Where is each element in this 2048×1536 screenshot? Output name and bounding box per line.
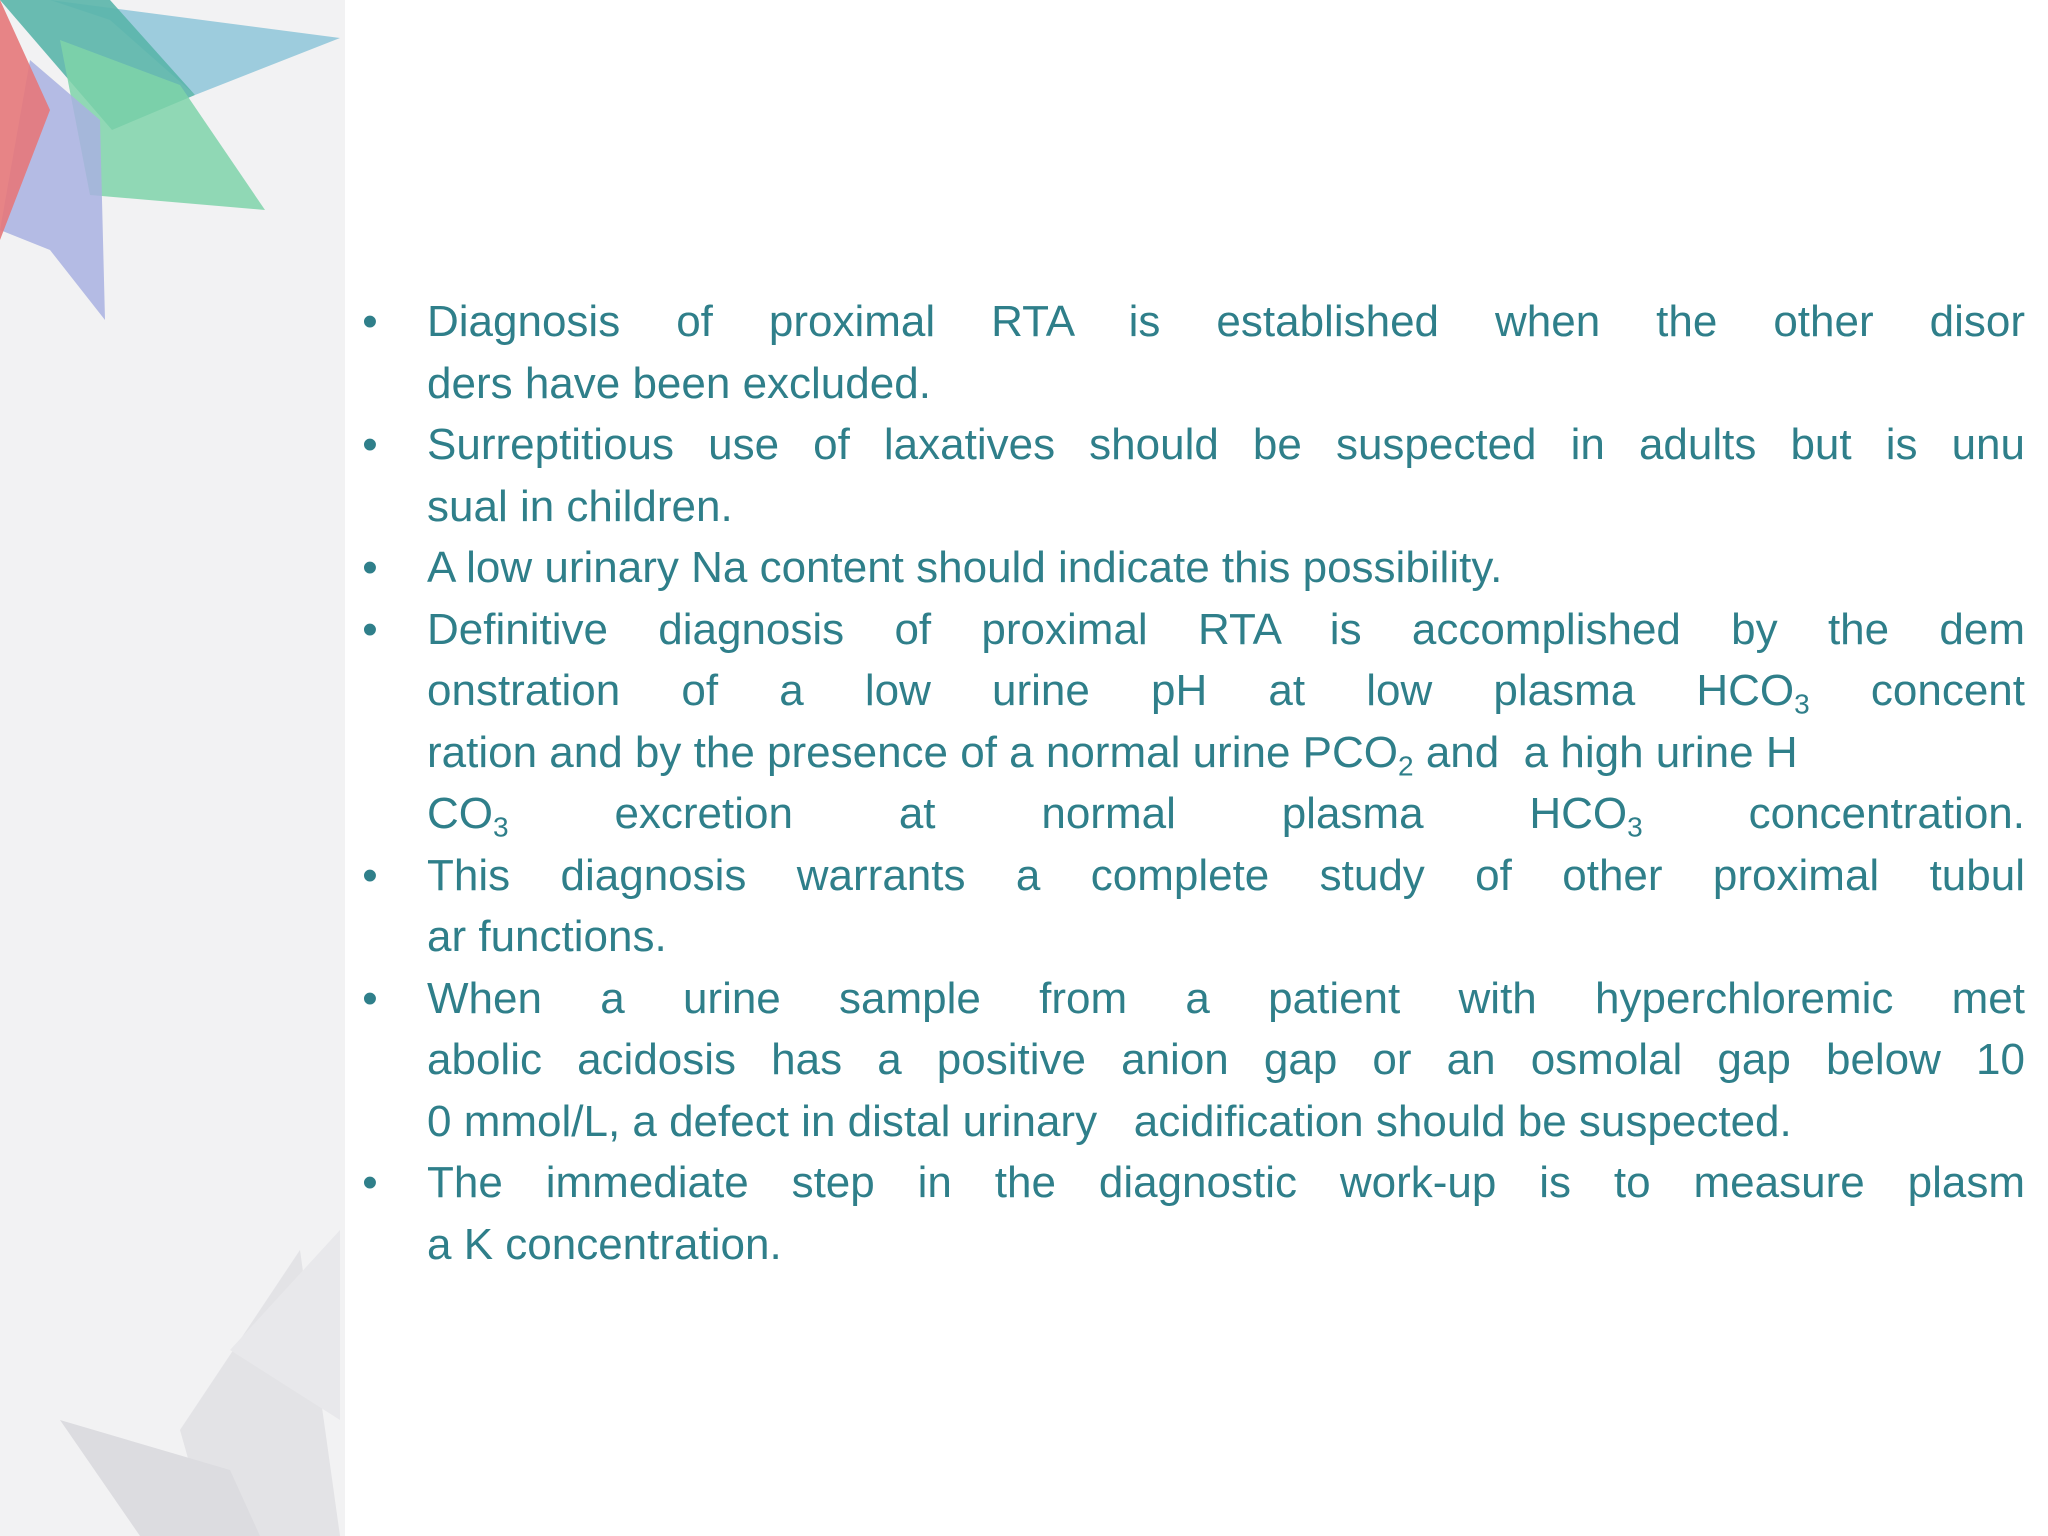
bullet-item <box>355 968 2025 1153</box>
bullet-marker: • <box>362 297 378 346</box>
bullet-text-line <box>427 414 2025 476</box>
bullet-text-line <box>427 1029 2025 1091</box>
bullet-text-line <box>427 291 2025 353</box>
text-segment: abolic acidosis has a positive anion gap or an osmolal gap <box>427 1035 1791 1084</box>
bullet-text-line <box>427 1214 2025 1276</box>
text-segment: A low urinary Na content should indicate this possibility. <box>427 543 1503 592</box>
bullet-text-line <box>427 476 2025 538</box>
bullet-text-line <box>427 906 2025 968</box>
bullet-marker: • <box>362 543 378 592</box>
bullet-text-line <box>427 968 2025 1030</box>
bullet-marker: • <box>362 420 378 469</box>
text-segment: The immediate step in the diagnostic work-up is to measure <box>427 1158 1865 1207</box>
text-segment: sual in children. <box>427 481 733 531</box>
bullet-text-line <box>427 1152 2025 1214</box>
bullet-marker: • <box>362 850 378 900</box>
bullet-list <box>355 291 2025 1275</box>
bullet-text-line <box>427 722 2025 784</box>
text-segment: below 10 <box>1825 1035 2025 1084</box>
bullet-marker: • <box>362 973 378 1023</box>
text-segment: onstration of a low urine pH at low plasma HCO <box>427 666 1795 715</box>
text-segment: and a high urine H <box>1425 727 1798 777</box>
text-segment: excretion at normal plasma HCO <box>614 789 1628 838</box>
text-segment: met <box>1951 973 2025 1023</box>
text-segment: tubul <box>1929 850 2025 900</box>
text-segment: When a urine sample from a patient with hyperchloremic <box>427 973 1894 1023</box>
bullet-text-line <box>427 1091 2025 1153</box>
bullet-item <box>355 291 2025 414</box>
text-segment: disor <box>1929 297 2025 346</box>
subscript: 3 <box>493 811 509 843</box>
text-segment: Diagnosis of proximal RTA is established when the other <box>427 297 1874 346</box>
bullet-text-line <box>427 783 2025 845</box>
text-segment: is unu <box>1885 420 2025 469</box>
text-segment: ar functions. <box>427 912 667 961</box>
bullet-text-line <box>427 599 2025 661</box>
text-segment: plasm <box>1907 1158 2025 1207</box>
subscript: 3 <box>1627 811 1643 843</box>
text-segment: ration and by the presence of a normal urine PCO <box>427 727 1398 777</box>
bullet-text-line <box>427 660 2025 722</box>
text-segment: dem <box>1939 604 2025 654</box>
bullet-text-line <box>427 845 2025 907</box>
text-segment: Surreptitious use of laxatives should be suspected in adults but <box>427 420 1852 469</box>
bullet-item <box>355 414 2025 537</box>
bullet-item <box>355 845 2025 968</box>
text-segment: CO <box>427 789 493 838</box>
bullet-item <box>355 599 2025 845</box>
text-segment: concentration. <box>1748 789 2025 838</box>
bullet-marker: • <box>362 604 378 654</box>
text-segment: ders have been excluded. <box>427 358 931 408</box>
slide-body <box>355 291 2025 1275</box>
text-segment: 0 mmol/L, a defect in distal urinary acidification should be suspected. <box>427 1096 1792 1146</box>
text-segment: a K concentration. <box>427 1219 782 1269</box>
bullet-item <box>355 1152 2025 1275</box>
text-segment: concent <box>1870 666 2025 715</box>
text-segment: Definitive diagnosis of proximal RTA is accomplished by the <box>427 604 1890 654</box>
bullet-marker: • <box>362 1158 378 1207</box>
subscript: 3 <box>1794 688 1810 720</box>
corner-leaf-logo <box>0 0 360 1536</box>
bullet-item <box>355 537 2025 599</box>
bullet-text-line <box>427 353 2025 415</box>
subscript: 2 <box>1398 749 1414 781</box>
text-segment: This diagnosis warrants a complete study of other proximal <box>427 850 1880 900</box>
bullet-text-line <box>427 537 2025 599</box>
